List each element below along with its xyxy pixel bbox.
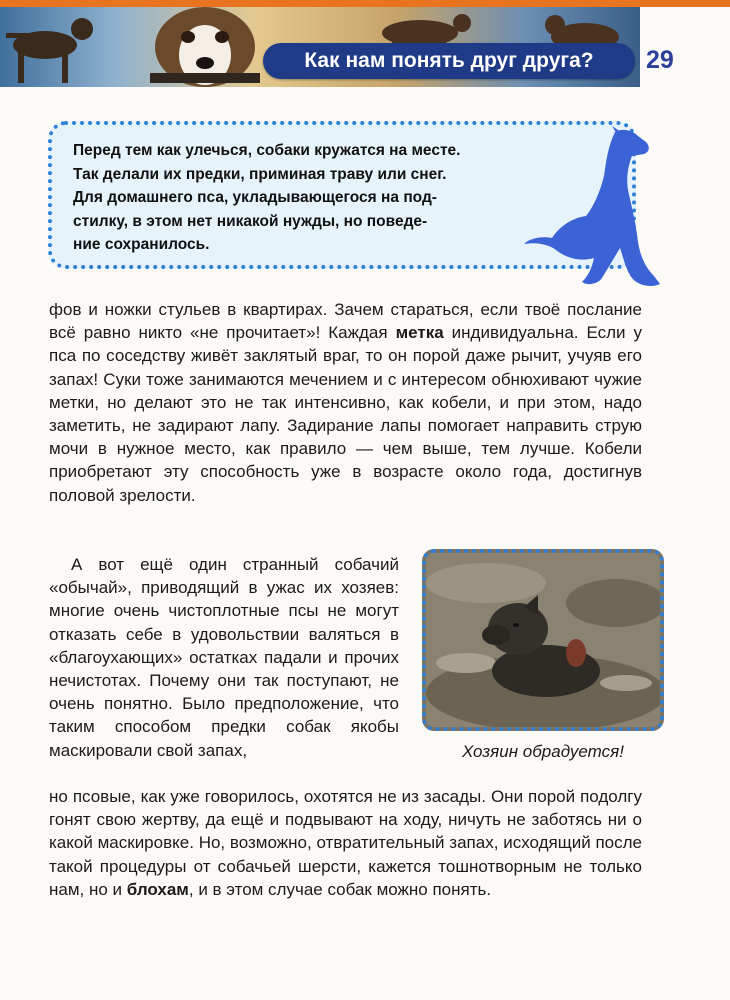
term-highlight: блохам bbox=[126, 879, 189, 899]
callout-line: ние сохранилось. bbox=[73, 236, 210, 253]
paragraph-fleas bbox=[49, 785, 642, 901]
paragraph-text: индивидуальна. Если у пса по соседству живёт заклятый враг, то он порой даже рычит, учуяв его запах! Суки тоже занимаются мечением и с интересом обнюхивают чужие метки, но делают это не так интенсивно, как кобели, и при этом, надо заметить, не задирают лапу. Задирание лапы помогает направить струю мочи в нужное место, как правило — чем выше, тем лучше. Кобели приобретают эту способность уже в возрасте около года, достигнув половой зрелости. bbox=[49, 323, 642, 505]
mud-photo-illustration bbox=[426, 553, 660, 727]
paragraph-text: , и в этом случае собак можно понять. bbox=[188, 879, 492, 899]
chapter-title bbox=[263, 43, 635, 79]
banner-dog-left bbox=[6, 18, 93, 83]
callout-line: стилку, в этом нет никакой нужды, но поведе- bbox=[73, 212, 428, 230]
page-top-edge bbox=[0, 0, 730, 7]
paragraph-text: А вот ещё один странный собачий «обычай», приводящий в ужас их хозяев: многие очень чистоплотные псы не могут отказать себе в удовольствии валяться в «благоухающих» остатках падали и прочих нечистотах. Почему они так поступают, не очень понятно. Было предположение, что таким способом предки собак якобы маскировали свой запах, bbox=[49, 555, 399, 760]
dog-in-mud-photo bbox=[422, 549, 664, 731]
term-highlight: метка bbox=[395, 323, 444, 343]
paragraph-rolling bbox=[49, 553, 399, 762]
page-number: 29 bbox=[646, 46, 674, 74]
callout-line: Так делали их предки, приминая траву или снег. bbox=[73, 165, 447, 183]
banner-dog-center bbox=[150, 7, 260, 87]
paragraph-marking bbox=[49, 298, 642, 507]
chapter-title-text: Как нам понять друг друга? bbox=[304, 49, 594, 72]
callout-line: Для домашнего пса, укладывающегося на под- bbox=[73, 189, 437, 206]
paragraph-text: фов и ножки стульев в квартирах. Зачем стараться, если твоё послание всё равно никто «не прочитает»! Каждая bbox=[49, 300, 642, 343]
fact-callout-text bbox=[73, 139, 553, 257]
photo-caption: Хозяин обрадуется! bbox=[462, 742, 624, 761]
callout-line: Перед тем как улечься, собаки кружатся на месте. bbox=[73, 142, 461, 159]
dog-silhouette-icon bbox=[520, 126, 668, 290]
paragraph-text: но псовые, как уже говорилось, охотятся не из засады. Они порой подолгу гонят свою жертву, да ещё и подвывают на ходу, ничуть не заботясь ни о какой маскировке. Но, возможно, отвратительный запах, исходящий после такой процедуры от собачьей шерсти, кажется тошнотворным не только нам, но и bbox=[49, 787, 642, 899]
